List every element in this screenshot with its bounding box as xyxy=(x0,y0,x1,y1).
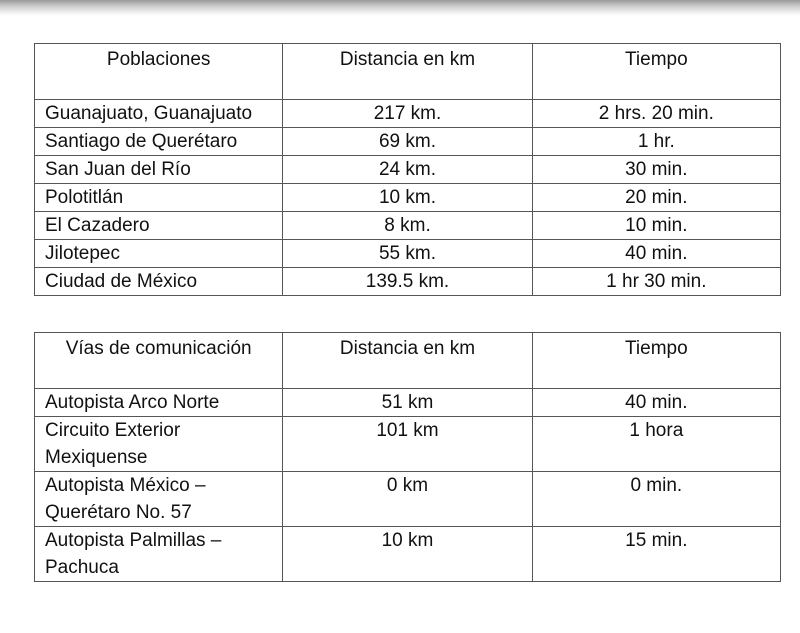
cell-time: 30 min. xyxy=(532,156,780,184)
table-row xyxy=(35,527,781,582)
vias-comunicacion-table xyxy=(34,332,781,582)
cell-distance: 217 km. xyxy=(283,100,532,128)
table-row xyxy=(35,240,781,268)
header-tiempo: Tiempo xyxy=(532,333,780,389)
cell-time: 1 hora xyxy=(532,417,780,472)
cell-distance: 101 km xyxy=(283,417,532,472)
cell-name: Circuito Exterior Mexiquense xyxy=(35,417,283,472)
top-shadow xyxy=(0,0,800,16)
cell-time: 1 hr. xyxy=(532,128,780,156)
cell-time: 40 min. xyxy=(532,389,780,417)
cell-distance: 69 km. xyxy=(283,128,532,156)
cell-time: 40 min. xyxy=(532,240,780,268)
table-row xyxy=(35,472,781,527)
table-row xyxy=(35,417,781,472)
table-row xyxy=(35,268,781,296)
cell-distance: 10 km xyxy=(283,527,532,582)
cell-distance: 0 km xyxy=(283,472,532,527)
header-distancia: Distancia en km xyxy=(283,44,532,100)
cell-name: Polotitlán xyxy=(35,184,283,212)
cell-distance: 139.5 km. xyxy=(283,268,532,296)
table-row xyxy=(35,156,781,184)
cell-name: San Juan del Río xyxy=(35,156,283,184)
table-row xyxy=(35,100,781,128)
cell-name: Autopista Arco Norte xyxy=(35,389,283,417)
table-row xyxy=(35,389,781,417)
cell-time: 15 min. xyxy=(532,527,780,582)
header-distancia: Distancia en km xyxy=(283,333,532,389)
cell-name: Autopista México – Querétaro No. 57 xyxy=(35,472,283,527)
cell-time: 2 hrs. 20 min. xyxy=(532,100,780,128)
table-row xyxy=(35,184,781,212)
cell-time: 1 hr 30 min. xyxy=(532,268,780,296)
table-header-row xyxy=(35,333,781,389)
cell-name: Santiago de Querétaro xyxy=(35,128,283,156)
cell-name: El Cazadero xyxy=(35,212,283,240)
cell-distance: 51 km xyxy=(283,389,532,417)
cell-distance: 10 km. xyxy=(283,184,532,212)
header-poblaciones: Poblaciones xyxy=(35,44,283,100)
cell-time: 0 min. xyxy=(532,472,780,527)
cell-name: Autopista Palmillas – Pachuca xyxy=(35,527,283,582)
table-header-row xyxy=(35,44,781,100)
table-row xyxy=(35,212,781,240)
poblaciones-table xyxy=(34,43,781,296)
cell-time: 10 min. xyxy=(532,212,780,240)
cell-name: Guanajuato, Guanajuato xyxy=(35,100,283,128)
header-tiempo: Tiempo xyxy=(532,44,780,100)
header-vias: Vías de comunicación xyxy=(35,333,283,389)
cell-time: 20 min. xyxy=(532,184,780,212)
cell-distance: 55 km. xyxy=(283,240,532,268)
cell-distance: 8 km. xyxy=(283,212,532,240)
cell-name: Jilotepec xyxy=(35,240,283,268)
table-row xyxy=(35,128,781,156)
cell-distance: 24 km. xyxy=(283,156,532,184)
cell-name: Ciudad de México xyxy=(35,268,283,296)
